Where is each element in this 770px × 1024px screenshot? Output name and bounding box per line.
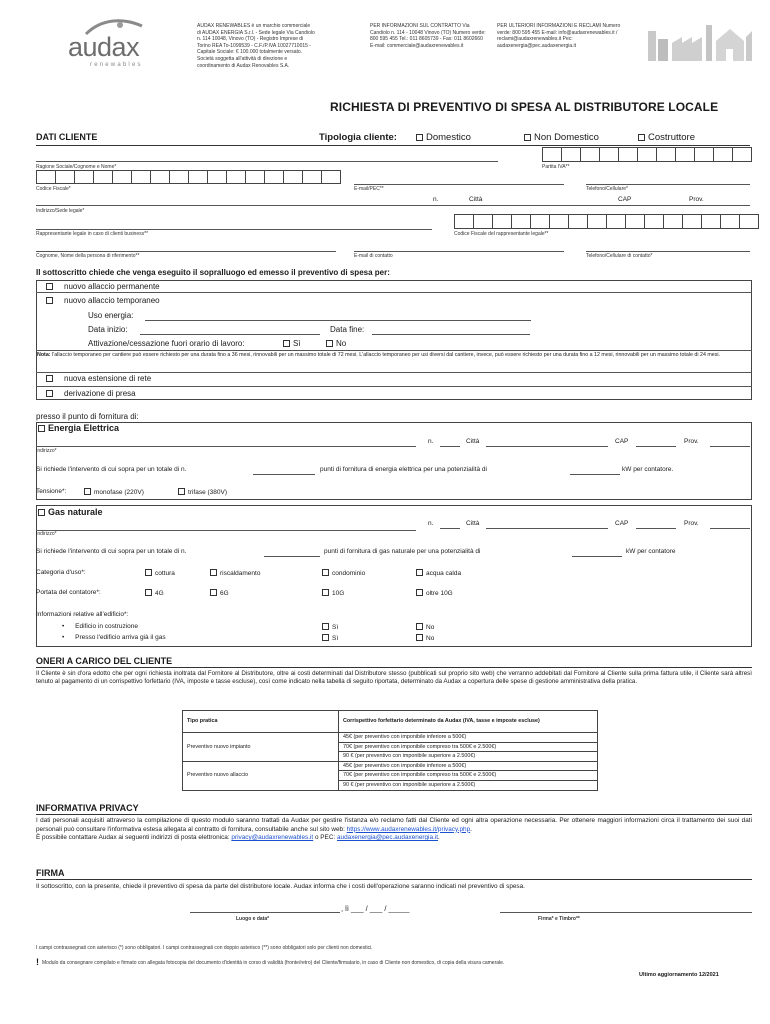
luogo-data-label: Luogo e data* <box>236 916 270 922</box>
checkbox[interactable] <box>326 340 333 347</box>
checkbox[interactable] <box>38 509 45 516</box>
option-label: 6G <box>220 590 229 597</box>
cat-acqua-calda[interactable] <box>416 569 461 578</box>
option-label: Sì <box>293 339 301 348</box>
table-cell: 45€ (per preventivo con imponibile inferiore a 500€) <box>339 761 598 771</box>
tariff-table <box>182 710 598 791</box>
option-label: cottura <box>155 570 175 577</box>
char-cell[interactable] <box>739 214 759 229</box>
char-cell[interactable] <box>694 147 714 162</box>
option-label: Non Domestico <box>534 132 599 143</box>
ee-numero-line[interactable] <box>253 474 315 475</box>
checkbox[interactable] <box>84 488 91 495</box>
char-cell[interactable] <box>732 147 752 162</box>
telefono-label: Telefono/Cellulare* <box>586 186 628 192</box>
section-dati-cliente: DATI CLIENTE <box>36 132 98 142</box>
char-cell[interactable] <box>74 170 94 184</box>
char-cell[interactable] <box>637 147 657 162</box>
checkbox[interactable] <box>46 297 53 304</box>
telefono-contatto-label: Telefono/Cellulare di contatto* <box>586 253 653 259</box>
char-cell[interactable] <box>93 170 113 184</box>
ee-potenza-line[interactable] <box>570 474 620 475</box>
table-cell: 45€ (per preventivo con imponibile inferiore a 500€) <box>339 733 598 743</box>
ee-civico-line[interactable] <box>440 446 460 447</box>
char-cell[interactable] <box>207 170 227 184</box>
attivazione-no[interactable] <box>326 339 346 349</box>
checkbox[interactable] <box>145 569 152 576</box>
option-label: Sì <box>332 624 339 631</box>
table-cell: 70€ (per preventivo con imponibile compreso tra 500€ e 2.500€) <box>339 771 598 781</box>
tensione-trifase[interactable] <box>178 488 227 497</box>
table-cell: 90 € (per preventivo con imponibile superiore a 2.500€) <box>339 780 598 790</box>
info-edificio-label: Informazioni relative all'edificio*: <box>36 611 129 618</box>
checkbox[interactable] <box>524 134 531 141</box>
gas-prov-line[interactable] <box>710 528 750 529</box>
company-info: AUDAX RENEWABLES è un marchio commerciale di AUDAX ENERGIA S.r.l. - Sede legale Via Candiolo n. 114 10048, Vinovo (TO) - Registro Imprese di Torino REA To-1099539 - C.F./P.IVA 10027710015 - Capitale Sociale: € 100.000 totalmente versato. Società soggetta all'attività di direzione e coordinamento di Audax Renovables S.A. <box>197 23 315 69</box>
char-cell[interactable] <box>720 214 740 229</box>
char-cell[interactable] <box>530 214 550 229</box>
table-row <box>183 761 598 771</box>
option-label: nuova estensione di rete <box>64 374 152 383</box>
riferimento-label: Cognome, Nome della persona di riferimento** <box>36 253 140 259</box>
logo-subtitle: renewables <box>90 62 143 68</box>
char-cell[interactable] <box>618 147 638 162</box>
privacy-body: I dati personali acquisiti attraverso la compilazione di questo modulo saranno trattati da Audax per gestire l'istanza e/o reclamo fatti dal Cliente ed ogni altra operazione necessaria. Per ottenere maggiori informazioni circa il trattamento dei suoi dati personali può consultare l'informativa estesa allegata al contratto di fornitura, consultabile anche sul sito web: <box>36 817 752 833</box>
attivazione-si[interactable] <box>283 339 301 349</box>
option-label: No <box>426 635 435 642</box>
checkbox[interactable] <box>416 134 423 141</box>
char-cell[interactable] <box>587 214 607 229</box>
cat-cottura[interactable] <box>145 569 175 578</box>
checkbox[interactable] <box>210 589 217 596</box>
portata-label: Portata del contatore*: <box>36 589 101 596</box>
option-label: No <box>426 624 435 631</box>
char-cell[interactable] <box>473 214 493 229</box>
citta-label: Città <box>469 196 483 203</box>
cf-rappresentante-label: Codice Fiscale del rappresentante legale** <box>454 231 549 237</box>
table-cell: 90 € (per preventivo con imponibile superiore a 2.500€) <box>339 752 598 762</box>
char-cell[interactable] <box>682 214 702 229</box>
char-cell[interactable] <box>606 214 626 229</box>
table-row <box>183 711 598 733</box>
char-cell[interactable] <box>245 170 265 184</box>
checkbox[interactable] <box>416 634 423 641</box>
section-rule <box>36 667 752 668</box>
ee-indirizzo-line[interactable] <box>36 446 416 447</box>
char-cell[interactable] <box>713 147 733 162</box>
gas-richiesta-c: kW per contatore <box>626 548 676 555</box>
rappresentante-line[interactable] <box>36 229 432 230</box>
buildings-icon <box>646 17 754 61</box>
checkbox[interactable] <box>210 569 217 576</box>
rappresentante-label: Rappresentante legale in caso di clienti business** <box>36 231 149 237</box>
portata-4g[interactable] <box>145 589 164 598</box>
gas-civico-line[interactable] <box>440 528 460 529</box>
firma-timbro-label: Firma* e Timbro** <box>538 916 580 922</box>
char-cell[interactable] <box>150 170 170 184</box>
table-header: Corrispettivo forfettario determinato da Audax (IVA, tasse e imposte escluse) <box>339 711 598 733</box>
table-row <box>183 733 598 743</box>
page-title: RICHIESTA DI PREVENTIVO DI SPESA AL DISTRIBUTORE LOCALE <box>330 100 719 114</box>
email-contatto-label: E-mail di contatto <box>354 253 393 259</box>
prov-label: Prov. <box>689 196 704 203</box>
char-cell[interactable] <box>131 170 151 184</box>
section-firma: FIRMA <box>36 868 65 878</box>
row-divider <box>36 350 752 351</box>
option-derivazione-presa[interactable] <box>46 389 136 399</box>
telefono-line[interactable] <box>586 184 750 185</box>
gas-label: Gas naturale <box>48 507 103 517</box>
portata-6g[interactable] <box>210 589 229 598</box>
char-cell[interactable] <box>568 214 588 229</box>
gas-box <box>36 505 752 647</box>
option-label: Domestico <box>426 132 471 143</box>
char-cell[interactable] <box>625 214 645 229</box>
table-cell: Preventivo nuovo allaccio <box>183 761 339 790</box>
complaints-info: PER ULTERIORI INFORMAZIONI E RECLAMI Numero verde: 800 595 455 E-mail: info@audaxrenewables.it / reclami@audaxrenewables.it Pec: audaxenergia@pec.audaxenergia.it <box>497 23 621 49</box>
checkbox[interactable] <box>322 589 329 596</box>
row-divider <box>36 292 752 293</box>
section-rule <box>36 145 750 146</box>
char-cell[interactable] <box>492 214 512 229</box>
char-cell[interactable] <box>112 170 132 184</box>
checkbox[interactable] <box>322 569 329 576</box>
ee-prov: Prov. <box>684 438 699 445</box>
data-inizio-label: Data inizio: <box>88 325 128 334</box>
privacy-contact: È possibile contattare Audax ai seguenti indirizzi di posta elettronica: <box>36 834 230 841</box>
telefono-contatto-line[interactable] <box>586 251 750 252</box>
char-cell[interactable] <box>580 147 600 162</box>
email-contatto-line[interactable] <box>354 251 564 252</box>
codice-fiscale-label: Codice Fiscale* <box>36 186 71 192</box>
gas-no[interactable] <box>416 634 434 643</box>
section-rule <box>36 879 752 880</box>
gas-indirizzo-label: Indirizzo* <box>36 531 57 537</box>
bullet-text: Presso l'edificio arriva già il gas <box>75 634 166 641</box>
data-inizio-line[interactable] <box>140 334 320 335</box>
char-cell[interactable] <box>321 170 341 184</box>
char-cell[interactable] <box>675 147 695 162</box>
data-fine-label: Data fine: <box>330 325 365 334</box>
char-cell[interactable] <box>169 170 189 184</box>
checkbox[interactable] <box>322 634 329 641</box>
row-divider <box>36 372 752 373</box>
attivazione-label: Attivazione/cessazione fuori orario di lavoro: <box>88 339 245 348</box>
char-cell[interactable] <box>599 147 619 162</box>
char-cell[interactable] <box>226 170 246 184</box>
date-field[interactable]: , lì ___ / ___ / _____ <box>341 904 410 913</box>
char-cell[interactable] <box>656 147 676 162</box>
fornitura-heading: presso il punto di fornitura di: <box>36 412 139 421</box>
indirizzo-line[interactable] <box>36 205 750 206</box>
option-allaccio-permanente[interactable] <box>46 282 160 292</box>
categoria-label: Categoria d'uso*: <box>36 569 86 576</box>
tipologia-label: Tipologia cliente: <box>319 132 397 143</box>
gas-indirizzo-line[interactable] <box>36 530 416 531</box>
option-allaccio-temporaneo[interactable] <box>46 296 160 306</box>
data-fine-line[interactable] <box>372 334 530 335</box>
option-label: riscaldamento <box>220 570 261 577</box>
logo-wordmark: audax <box>68 32 140 62</box>
option-label: condominio <box>332 570 366 577</box>
ee-richiesta-b: punti di fornitura di energia elettrica per una potenzialità di <box>320 466 487 473</box>
checkbox[interactable] <box>46 375 53 382</box>
gas-numero-line[interactable] <box>264 556 320 557</box>
warning-icon: ! <box>36 957 39 967</box>
gas-si[interactable] <box>322 634 338 643</box>
gas-citta-line[interactable] <box>486 528 608 529</box>
riferimento-line[interactable] <box>36 251 336 252</box>
checkbox[interactable] <box>416 589 423 596</box>
ee-prov-line[interactable] <box>710 446 750 447</box>
nota-text <box>37 352 751 359</box>
char-cell[interactable] <box>283 170 303 184</box>
pec-email-link[interactable]: audaxenergia@pec.audaxenergia.it <box>337 834 438 841</box>
energia-label: Energia Elettrica <box>48 423 120 433</box>
tensione-monofase[interactable] <box>84 488 144 497</box>
table-cell: Preventivo nuovo impianto <box>183 733 339 762</box>
firma-line[interactable] <box>500 912 752 913</box>
costruzione-no[interactable] <box>416 623 434 632</box>
option-label: acqua calda <box>426 570 462 577</box>
ragione-sociale-line[interactable] <box>36 161 498 162</box>
edificio-costruzione-label: • Edificio in costruzione <box>62 623 138 630</box>
costruzione-si[interactable] <box>322 623 338 632</box>
checkbox[interactable] <box>638 134 645 141</box>
checkbox[interactable] <box>416 569 423 576</box>
gas-richiesta-a: Si richiede l'intervento di cui sopra per un totale di n. <box>36 548 187 555</box>
option-label: 4G <box>155 590 164 597</box>
footer-note-1: I campi contrassegnati con asterisco (*) sono obbligatori. I campi contrassegnati con doppio asterisco (**) sono obbligatori solo per clienti non domestici. <box>36 945 373 951</box>
bullet-text: Edificio in costruzione <box>75 623 138 630</box>
char-cell[interactable] <box>644 214 664 229</box>
arriva-gas-label: • Presso l'edificio arriva già il gas <box>62 634 166 641</box>
char-cell[interactable] <box>36 170 56 184</box>
gas-potenza-line[interactable] <box>572 556 622 557</box>
section-rule <box>36 814 752 815</box>
checkbox[interactable] <box>145 589 152 596</box>
gas-richiesta-b: punti di fornitura di gas naturale per una potenzialità di <box>324 548 481 555</box>
email-pec-label: E-mail/PEC** <box>354 186 384 192</box>
checkbox[interactable] <box>46 390 53 397</box>
char-cell[interactable] <box>302 170 322 184</box>
portata-10g[interactable] <box>322 589 344 598</box>
uso-energia-label: Uso energia: <box>88 311 134 320</box>
table-header: Tipo pratica <box>183 711 339 733</box>
option-label: No <box>336 339 347 348</box>
gas-naturale-option[interactable] <box>38 507 103 517</box>
contract-info: PER INFORMAZIONI SUL CONTRATTO Via Candiolo n. 114 - 10048 Vinovo (TO) Numero verde: 800 595 455 Tel.: 011 8605739 - Fax: 011 8602660 E-mail: commerciale@audaxrenewables.it <box>370 23 486 49</box>
table-cell: 70€ (per preventivo con imponibile compreso tra 500€ e 2.500€) <box>339 742 598 752</box>
option-domestico[interactable] <box>416 132 471 143</box>
checkbox[interactable] <box>416 623 423 630</box>
option-label: oltre 10G <box>426 590 453 597</box>
luogo-line[interactable] <box>190 912 340 913</box>
ee-richiesta-c: kW per contatore. <box>622 466 674 473</box>
privacy-text: I dati personali acquisiti attraverso la compilazione di questo modulo saranno trattati da Audax per gestire l'istanza e/o reclamo fatti dal Cliente ed ogni altra operazione necessaria. Per ottenere maggiori informazioni circa il trattamento dei suoi dati personali può consultare l'informativa estesa allegata al contratto di fornitura, consultabile anche sul sito web: https://www.audaxrenewables.it/privacy.php. È possibile contattare Audax ai seguenti indirizzi di posta elettronica: privacy@audaxrenewables.it o PEC: audaxenergia@pec.audaxenergia.it. <box>36 817 752 841</box>
option-label: derivazione di presa <box>64 389 136 398</box>
char-cell[interactable] <box>561 147 581 162</box>
uso-energia-line[interactable] <box>145 320 531 321</box>
privacy-link[interactable]: https://www.audaxrenewables.it/privacy.php <box>346 825 471 833</box>
cap-label: CAP <box>618 196 632 203</box>
row-divider <box>36 386 752 387</box>
char-cell[interactable] <box>549 214 569 229</box>
gas-civico: n. <box>428 520 434 527</box>
nota-label: Nota: <box>37 352 51 358</box>
option-label: nuovo allaccio temporaneo <box>64 296 160 305</box>
civico-label: n. <box>433 196 439 203</box>
char-cell[interactable] <box>663 214 683 229</box>
privacy-email-link[interactable]: privacy@audaxrenewables.it <box>231 834 314 841</box>
gas-citta: Città <box>466 520 480 527</box>
ee-richiesta-a: Si richiede l'intervento di cui sopra per un totale di n. <box>36 466 187 473</box>
firma-text: Il sottoscritto, con la presente, chiede il preventivo di spesa da parte del distributore locale. Audax informa che i costi dell'operazione saranno indicati nel preventivo di spesa. <box>36 883 525 890</box>
section-privacy: INFORMATIVA PRIVACY <box>36 803 139 813</box>
energia-elettrica-option[interactable] <box>38 423 119 433</box>
ee-citta-line[interactable] <box>486 446 608 447</box>
footer-note-2: Modulo da consegnare compilato e firmato con allegata fotocopia del documento d'identità in corso di validità (fronte/retro) del Cliente/firmatario, in caso di Cliente non domestico, di copia della visura camerale. <box>42 960 505 966</box>
section-oneri: ONERI A CARICO DEL CLIENTE <box>36 656 173 666</box>
gas-cap-line[interactable] <box>636 528 676 529</box>
oneri-text: Il Cliente è sin d'ora edotto che per ogni richiesta inoltrata dal Fornitore al Distributore, oltre ai costi determinati dal Distributore stesso (pubblicati sul proprio sito web) che verranno addebitati dal Fornitore al Cliente sulla prima fattura utile, il Cliente sarà altresì tenuto al pagamento di un corrispettivo forfettario (IVA, imposte e tasse escluse), così come indicato nella tabella di seguito riportata, determinato da Audax a copertura delle spese di gestione amministrativa della pratica. <box>36 670 752 686</box>
char-cell[interactable] <box>701 214 721 229</box>
option-non-domestico[interactable] <box>524 132 599 143</box>
option-estensione-rete[interactable] <box>46 374 151 384</box>
partita-iva-label: Partita IVA** <box>542 164 570 170</box>
char-cell[interactable] <box>264 170 284 184</box>
char-cell[interactable] <box>55 170 75 184</box>
pec-label: o PEC: <box>314 834 336 841</box>
ee-cap-line[interactable] <box>636 446 676 447</box>
gas-prov: Prov. <box>684 520 699 527</box>
checkbox[interactable] <box>38 425 45 432</box>
nota-body: l'allaccio temporaneo per cantiere può essere richiesto per una durata fino a 36 mesi, rinnovabili per un massimo totale di 72 mesi. L'allaccio temporaneo per usi diversi dal cantiere, invece, può essere richiesto per una durata fino a 12 mesi, rinnovabili per un massimo totale di 24 mesi. <box>52 352 721 358</box>
sopralluogo-heading: Il sottoscritto chiede che venga eseguito il sopralluogo ed emesso il preventivo di spesa per: <box>36 268 390 277</box>
char-cell[interactable] <box>454 214 474 229</box>
cat-condominio[interactable] <box>322 569 365 578</box>
ee-indirizzo-label: Indirizzo* <box>36 448 57 454</box>
tensione-label: Tensione*: <box>36 488 67 495</box>
char-cell[interactable] <box>542 147 562 162</box>
cat-riscaldamento[interactable] <box>210 569 260 578</box>
option-label: monofase (220V) <box>94 489 144 496</box>
checkbox[interactable] <box>46 283 53 290</box>
option-label: Sì <box>332 635 339 642</box>
option-label: Costruttore <box>648 132 695 143</box>
audax-logo <box>62 18 172 70</box>
option-label: 10G <box>332 590 345 597</box>
gas-cap: CAP <box>615 520 629 527</box>
char-cell[interactable] <box>188 170 208 184</box>
ee-cap: CAP <box>615 438 629 445</box>
checkbox[interactable] <box>178 488 185 495</box>
ee-citta: Città <box>466 438 480 445</box>
portata-oltre-10g[interactable] <box>416 589 453 598</box>
option-label: nuovo allaccio permanente <box>64 282 160 291</box>
indirizzo-sede-label: Indirizzo/Sede legale* <box>36 208 85 214</box>
option-label: trifase (380V) <box>188 489 228 496</box>
last-update: Ultimo aggiornamento 12/2021 <box>639 972 719 978</box>
ragione-sociale-label: Ragione Sociale/Cognome e Nome* <box>36 164 117 170</box>
checkbox[interactable] <box>322 623 329 630</box>
ee-civico: n. <box>428 438 434 445</box>
char-cell[interactable] <box>511 214 531 229</box>
checkbox[interactable] <box>283 340 290 347</box>
option-costruttore[interactable] <box>638 132 695 143</box>
email-pec-line[interactable] <box>354 184 564 185</box>
